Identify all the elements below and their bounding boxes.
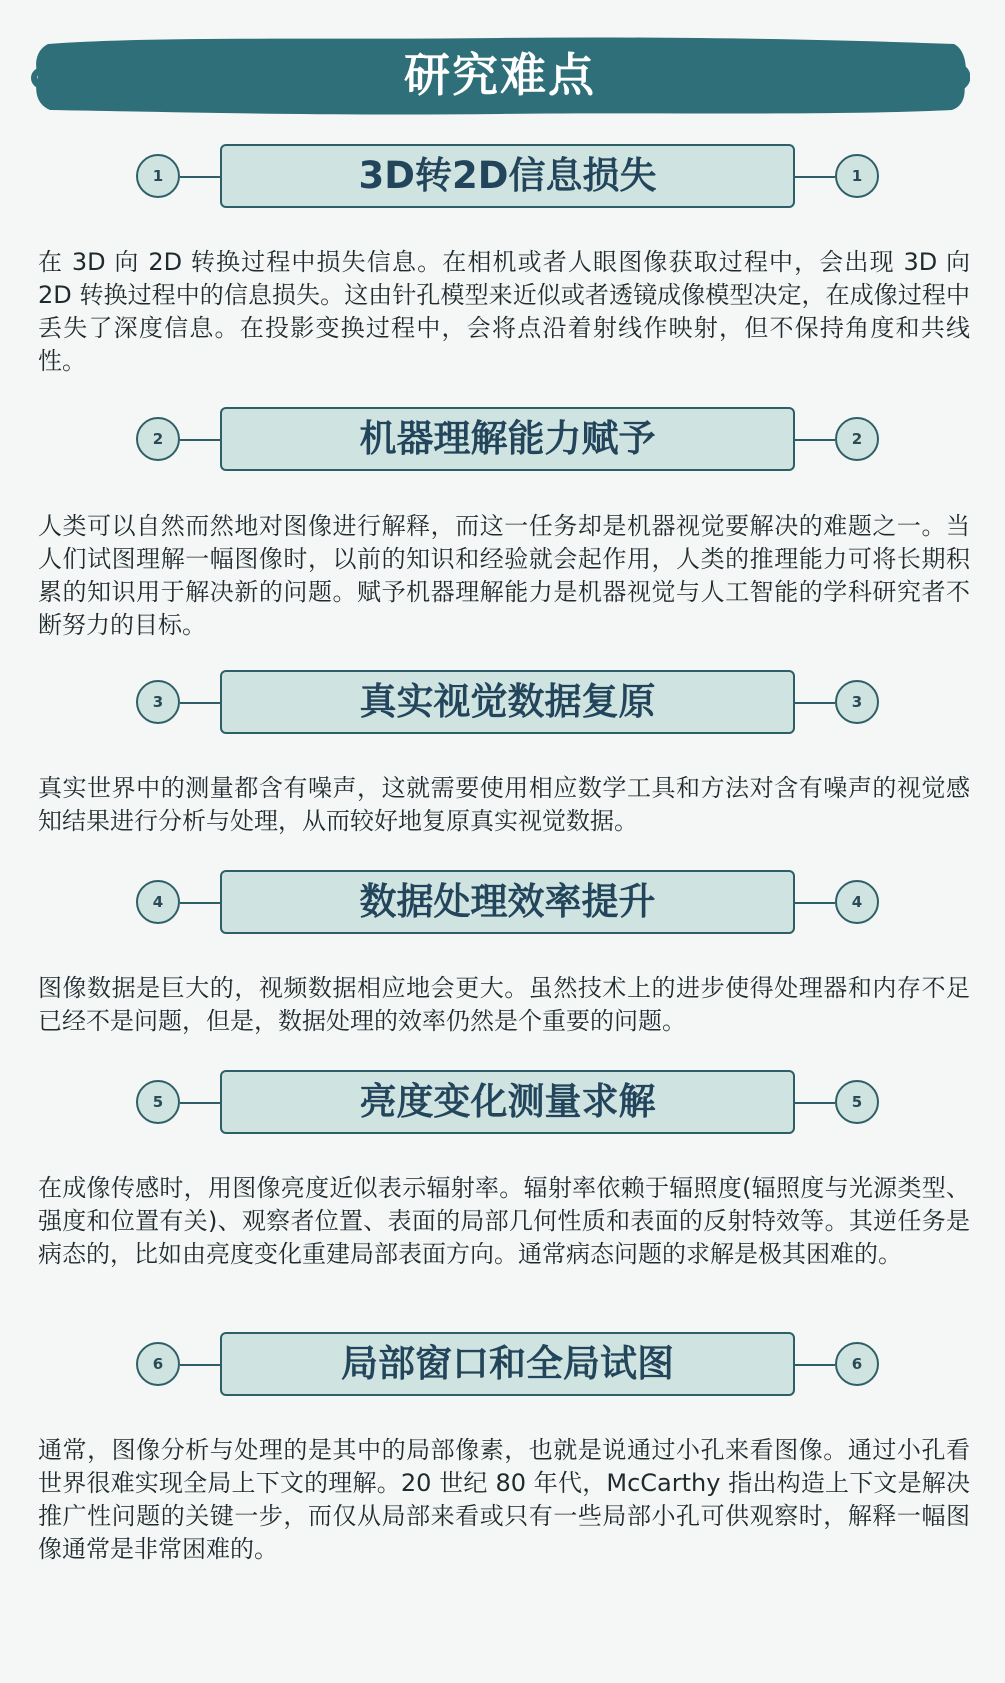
right-connector-line <box>795 1364 835 1366</box>
page-title: 研究难点 <box>404 48 596 102</box>
section-body: 通常，图像分析与处理的是其中的局部像素，也就是说通过小孔来看图像。通过小孔看世界很难实现全局上下文的理解。20 世纪 80 年代，McCarthy 指出构造上下文是解决推广性问题的关键一步，而仅从局部来看或只有一些局部小孔可供观察时，解释一幅图像通常是非常困难的。 <box>38 1436 970 1563</box>
section-header <box>0 668 1005 738</box>
section-number-left: 4 <box>136 880 180 924</box>
section-number-right: 2 <box>835 417 879 461</box>
section-3 <box>0 668 1005 738</box>
section-heading: 真实视觉数据复原 <box>220 670 795 734</box>
section-body: 在 3D 向 2D 转换过程中损失信息。在相机或者人眼图像获取过程中，会出现 3D 向 2D 转换过程中的信息损失。这由针孔模型来近似或者透镜成像模型决定，在成像过程中丢失了深度信息。在投影变换过程中，会将点沿着射线作映射，但不保持角度和共线性。 <box>38 248 970 375</box>
section-header <box>0 405 1005 475</box>
section-number-right: 3 <box>835 680 879 724</box>
section-body: 人类可以自然而然地对图像进行解释，而这一任务却是机器视觉要解决的难题之一。当人们试图理解一幅图像时，以前的知识和经验就会起作用，人类的推理能力可将长期积累的知识用于解决新的问题。赋予机器理解能力是机器视觉与人工智能的学科研究者不断努力的目标。 <box>38 512 970 639</box>
section-body: 在成像传感时，用图像亮度近似表示辐射率。辐射率依赖于辐照度(辐照度与光源类型、强度和位置有关)、观察者位置、表面的局部几何性质和表面的反射特效等。其逆任务是病态的，比如由亮度变化重建局部表面方向。通常病态问题的求解是极其困难的。 <box>38 1174 970 1268</box>
left-connector-line <box>180 1102 220 1104</box>
section-body: 真实世界中的测量都含有噪声，这就需要使用相应数学工具和方法对含有噪声的视觉感知结果进行分析与处理，从而较好地复原真实视觉数据。 <box>38 774 970 835</box>
left-connector-line <box>180 439 220 441</box>
section-number-right: 4 <box>835 880 879 924</box>
section-header <box>0 1330 1005 1400</box>
section-1 <box>0 142 1005 212</box>
section-number-left: 5 <box>136 1080 180 1124</box>
section-heading: 亮度变化测量求解 <box>220 1070 795 1134</box>
section-5 <box>0 1068 1005 1138</box>
section-number-left: 3 <box>136 680 180 724</box>
section-body: 图像数据是巨大的，视频数据相应地会更大。虽然技术上的进步使得处理器和内存不足已经不是问题，但是，数据处理的效率仍然是个重要的问题。 <box>38 974 970 1035</box>
section-header <box>0 1068 1005 1138</box>
right-connector-line <box>795 1102 835 1104</box>
section-number-right: 1 <box>835 154 879 198</box>
section-header <box>0 868 1005 938</box>
section-number-left: 1 <box>136 154 180 198</box>
section-number-left: 2 <box>136 417 180 461</box>
section-heading: 局部窗口和全局试图 <box>220 1332 795 1396</box>
section-4 <box>0 868 1005 938</box>
section-header <box>0 142 1005 212</box>
section-number-left: 6 <box>136 1342 180 1386</box>
left-connector-line <box>180 702 220 704</box>
right-connector-line <box>795 702 835 704</box>
section-2 <box>0 405 1005 475</box>
section-6 <box>0 1330 1005 1400</box>
section-heading: 3D转2D信息损失 <box>220 144 795 208</box>
section-heading: 机器理解能力赋予 <box>220 407 795 471</box>
title-banner <box>30 30 970 120</box>
left-connector-line <box>180 902 220 904</box>
section-heading: 数据处理效率提升 <box>220 870 795 934</box>
right-connector-line <box>795 902 835 904</box>
right-connector-line <box>795 176 835 178</box>
left-connector-line <box>180 176 220 178</box>
section-number-right: 5 <box>835 1080 879 1124</box>
left-connector-line <box>180 1364 220 1366</box>
right-connector-line <box>795 439 835 441</box>
section-number-right: 6 <box>835 1342 879 1386</box>
